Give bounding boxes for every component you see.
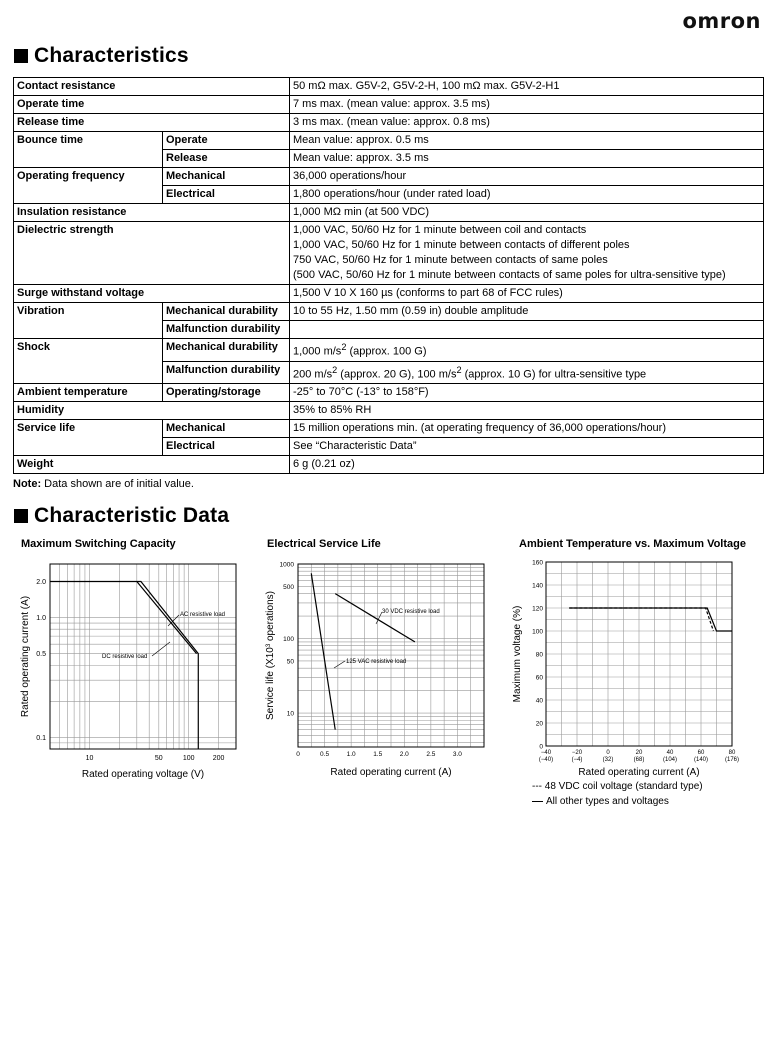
chart1-title: Maximum Switching Capacity	[21, 538, 176, 550]
legend-solid	[532, 796, 669, 807]
x-tick-label: 40	[666, 750, 674, 756]
y-tick-label: 60	[535, 674, 543, 682]
characteristic-data-heading	[14, 504, 229, 528]
row-sublabel: Mechanical durability	[163, 303, 290, 321]
table-row	[14, 222, 764, 285]
chart3-title: Ambient Temperature vs. Maximum Voltage	[519, 538, 746, 550]
row-value: 15 million operations min. (at operating frequency of 36,000 operations/hour)	[290, 420, 764, 438]
x-tick-label: −20	[571, 750, 583, 756]
x-tick-label: 20	[635, 750, 643, 756]
x-tick-label: 80	[728, 750, 736, 756]
x-tick-label: 10	[85, 755, 94, 762]
row-value: Mean value: approx. 3.5 ms	[290, 150, 764, 168]
value-part: (approx. 100 G)	[346, 345, 427, 358]
table-row	[14, 96, 764, 114]
y-tick-label: 1.0	[36, 615, 46, 623]
row-value: 10 to 55 Hz, 1.50 mm (0.59 in) double amplitude	[290, 303, 764, 321]
table-row	[14, 339, 764, 362]
value-part: 2	[341, 342, 347, 352]
row-value	[290, 321, 764, 339]
row-value	[290, 339, 764, 362]
row-sublabel: Malfunction durability	[163, 361, 290, 384]
x-tick-label: 60	[697, 750, 705, 756]
row-sublabel: Malfunction durability	[163, 321, 290, 339]
row-label: Ambient temperature	[14, 384, 163, 402]
x-tick-label: 50	[154, 755, 163, 762]
chart2-title: Electrical Service Life	[267, 538, 381, 550]
table-row	[14, 456, 764, 474]
value-part: 2	[332, 364, 338, 375]
row-sublabel: Electrical	[163, 186, 290, 204]
series-line-0	[335, 594, 415, 642]
x-tick-label: 2.0	[399, 751, 409, 758]
omron-logo: omron	[682, 9, 761, 33]
table-row	[14, 420, 764, 438]
y-tick-label: 500	[283, 583, 294, 591]
row-label: Dielectric strength	[14, 222, 290, 285]
characteristics-heading	[14, 44, 189, 68]
x-tick-label-f: (140)	[693, 757, 709, 763]
leader-line	[376, 612, 382, 624]
x-tick-label: 200	[212, 755, 225, 762]
row-label: Surge withstand voltage	[14, 285, 290, 303]
value-line: 1,000 VAC, 50/60 Hz for 1 minute between coil and contacts	[293, 224, 587, 236]
row-label: Service life	[14, 420, 163, 456]
y-tick-label: 1000	[279, 561, 294, 569]
table-row	[14, 384, 764, 402]
table-row	[14, 78, 764, 96]
row-value: See “Characteristic Data”	[290, 438, 764, 456]
row-value	[290, 222, 764, 285]
x-tick-label-f: (68)	[633, 757, 645, 763]
x-tick-label: 1.0	[346, 751, 356, 758]
x-tick-label: 1.5	[373, 751, 383, 758]
table-row	[14, 204, 764, 222]
row-label: Operating frequency	[14, 168, 163, 204]
x-tick-label: 0	[606, 750, 610, 756]
value-part: 2	[456, 364, 462, 375]
y-tick-label: 0	[539, 743, 543, 751]
row-value: 6 g (0.21 oz)	[290, 456, 764, 474]
table-row	[14, 402, 764, 420]
characteristics-title: Characteristics	[34, 44, 189, 67]
row-label: Release time	[14, 114, 290, 132]
table-row	[14, 285, 764, 303]
x-tick-label: −40	[540, 750, 552, 756]
y-tick-label: 100	[283, 636, 294, 644]
table-row	[14, 168, 764, 186]
series-label-dc: DC resistive load	[102, 654, 148, 660]
leader-line	[334, 661, 345, 668]
row-label: Operate time	[14, 96, 290, 114]
y-tick-label: 20	[535, 720, 543, 728]
row-value: 7 ms max. (mean value: approx. 3.5 ms)	[290, 96, 764, 114]
note-label: Note:	[13, 478, 42, 490]
row-value: 36,000 operations/hour	[290, 168, 764, 186]
table-row	[14, 132, 764, 150]
row-value: 35% to 85% RH	[290, 402, 764, 420]
y-tick-label: 0.1	[36, 734, 46, 742]
row-label: Weight	[14, 456, 290, 474]
note	[13, 478, 194, 490]
heading-square-icon	[14, 49, 28, 63]
x-axis-label: Rated operating current (A)	[578, 767, 700, 778]
x-tick-label: 0.5	[320, 751, 330, 758]
x-tick-label: 3.0	[452, 751, 462, 758]
x-tick-label-f: (−40)	[538, 757, 554, 763]
row-sublabel: Operate	[163, 132, 290, 150]
row-value: Mean value: approx. 0.5 ms	[290, 132, 764, 150]
y-axis-label: Rated operating current (A)	[20, 595, 31, 718]
value-part: (approx. 10 G) for ultra-sensitive type	[461, 368, 647, 381]
row-value: 1,500 V 10 X 160 µs (conforms to part 68 of FCC rules)	[290, 285, 764, 303]
value-part: 200 m/s	[293, 368, 333, 381]
series-line-1	[311, 573, 335, 729]
y-axis-label: Maximum voltage (%)	[512, 605, 523, 703]
table-row	[14, 114, 764, 132]
x-tick-label: 100	[182, 755, 195, 762]
value-part: 1,000 m/s	[293, 345, 342, 358]
heading-square-icon	[14, 509, 28, 523]
row-label: Bounce time	[14, 132, 163, 168]
row-label: Vibration	[14, 303, 163, 339]
value-line: 750 VAC, 50/60 Hz for 1 minute between contacts of same poles	[293, 254, 608, 266]
y-tick-label: 80	[535, 651, 543, 659]
legend-dashed: --- 48 VDC coil voltage (standard type)	[532, 781, 703, 792]
y-tick-label: 40	[535, 697, 543, 705]
y-axis-label: Service life ($X10^3$ operations)	[265, 591, 276, 720]
row-value: 3 ms max. (mean value: approx. 0.8 ms)	[290, 114, 764, 132]
row-label: Humidity	[14, 402, 290, 420]
legend-solid-line-icon	[532, 801, 543, 802]
electrical-service-life-chart	[258, 552, 498, 784]
table-row	[14, 303, 764, 321]
series-label-ac: AC resistive load	[180, 612, 226, 618]
value-part: (approx. 20 G), 100 m/s	[337, 368, 457, 381]
row-value: 50 mΩ max. G5V-2, G5V-2-H, 100 mΩ max. G5V-2-H1	[290, 78, 764, 96]
note-text: Data shown are of initial value.	[41, 478, 194, 490]
value-line: 1,000 VAC, 50/60 Hz for 1 minute between contacts of different poles	[293, 239, 630, 251]
row-value: -25° to 70°C (-13° to 158°F)	[290, 384, 764, 402]
row-label: Contact resistance	[14, 78, 290, 96]
row-sublabel: Mechanical	[163, 420, 290, 438]
row-sublabel: Release	[163, 150, 290, 168]
x-tick-label-f: (32)	[602, 757, 614, 763]
legend-solid-text: All other types and voltages	[546, 796, 669, 807]
characteristics-table	[13, 77, 764, 474]
row-label: Insulation resistance	[14, 204, 290, 222]
row-sublabel: Electrical	[163, 438, 290, 456]
row-value	[290, 361, 764, 384]
x-tick-label-f: (176)	[724, 757, 740, 763]
y-tick-label: 10	[286, 710, 294, 718]
row-value: 1,000 MΩ min (at 500 VDC)	[290, 204, 764, 222]
x-tick-label-f: (−4)	[571, 757, 583, 763]
row-sublabel: Mechanical durability	[163, 339, 290, 362]
series-label-30vdc: 30 VDC resistive load	[382, 609, 440, 615]
ambient-temperature-chart	[506, 552, 764, 782]
row-value: 1,800 operations/hour (under rated load)	[290, 186, 764, 204]
row-sublabel: Operating/storage	[163, 384, 290, 402]
row-label: Shock	[14, 339, 163, 384]
x-axis-label: Rated operating current (A)	[330, 767, 452, 778]
y-tick-label: 0.5	[36, 651, 46, 659]
series-label-125vac: 125 VAC resistive load	[346, 659, 407, 665]
characteristic-data-title: Characteristic Data	[34, 504, 230, 527]
x-axis-label: Rated operating voltage (V)	[81, 769, 205, 780]
row-sublabel: Mechanical	[163, 168, 290, 186]
x-tick-label: 0	[296, 751, 300, 758]
max-switching-capacity-chart	[10, 552, 250, 784]
y-tick-label: 140	[532, 582, 543, 590]
x-tick-label-f: (104)	[662, 757, 678, 763]
x-tick-label: 2.5	[426, 751, 436, 758]
y-tick-label: 100	[532, 628, 543, 636]
y-tick-label: 2.0	[36, 579, 46, 587]
value-line: (500 VAC, 50/60 Hz for 1 minute between contacts of same poles for ultra-sensitive type)	[293, 269, 726, 281]
y-tick-label: 160	[532, 559, 543, 567]
y-tick-label: 50	[286, 658, 294, 666]
y-tick-label: 120	[532, 605, 543, 613]
